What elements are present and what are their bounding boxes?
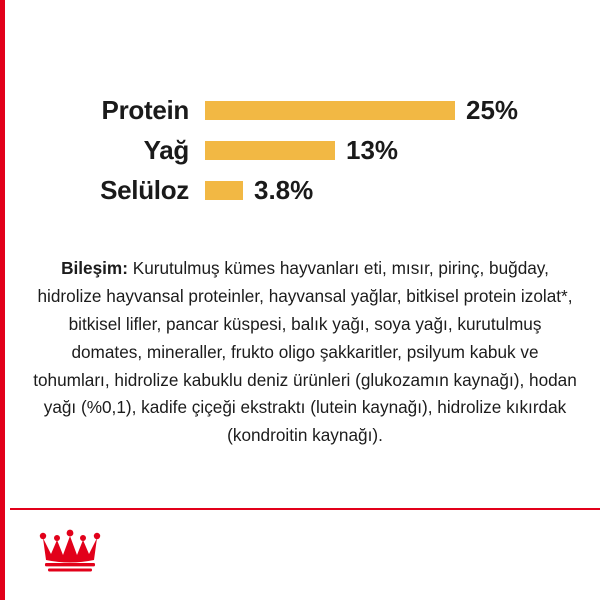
bar-protein <box>205 101 455 120</box>
panel-content <box>5 0 600 600</box>
bar-track-protein <box>205 97 518 123</box>
chart-row-seluloz <box>75 172 555 208</box>
bar-yag <box>205 141 335 160</box>
bar-seluloz <box>205 181 243 200</box>
royal-canin-crown-logo <box>39 524 101 574</box>
footer-accent-rule <box>10 508 600 510</box>
bar-track-yag <box>205 137 398 163</box>
bar-label-yag: Yağ <box>143 135 189 165</box>
chart-row-protein <box>75 92 555 128</box>
bar-label-seluloz: Selüloz <box>100 175 189 205</box>
bar-track-seluloz <box>205 177 313 203</box>
bar-label-protein: Protein <box>101 95 189 125</box>
ingredients-heading: Bileşim: <box>61 258 128 279</box>
ingredients-paragraph <box>33 255 577 450</box>
bar-value-seluloz: 3.8% <box>254 175 314 205</box>
chart-row-yag <box>75 132 555 168</box>
bar-value-yag: 13% <box>346 135 399 165</box>
nutrition-bar-chart <box>75 92 555 212</box>
bar-value-protein: 25% <box>466 95 519 125</box>
ingredients-text: Kurutulmuş kümes hayvanları eti, mısır, pirinç, buğday, hidrolize hayvansal proteinler, hayvansal yağlar, bitkisel protein izolat*, bitkisel lifler, pancar küspesi, balık yağı, soya yağı, kurutulmuş domates, mineraller, frukto oligo şakkaritler, psilyum kabuk ve tohumları, hidrolize kabuklu deniz ürünleri (glukozamın kaynağı), hodan yağı (%0,1), kadife çiçeği ekstraktı (lutein kaynağı), hidrolize kıkırdak (kondroitin kaynağı). <box>33 258 577 446</box>
